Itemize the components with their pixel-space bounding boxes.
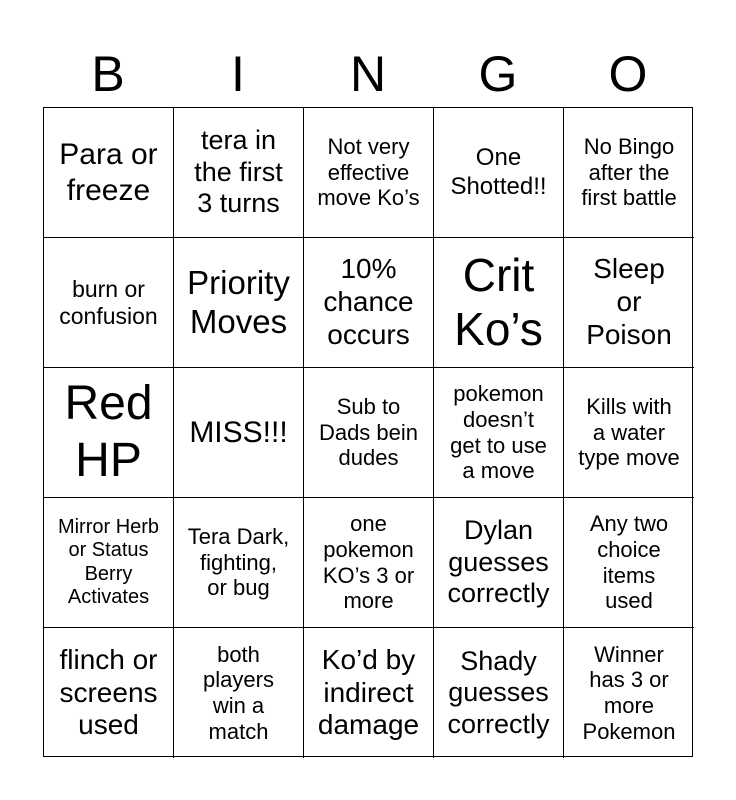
header-letter-g: G [478,46,518,102]
bingo-cell[interactable]: both players win a match [174,628,304,758]
bingo-cell[interactable]: Winner has 3 or more Pokemon [582,641,676,744]
header-letter-n: N [349,46,387,102]
bingo-cell[interactable]: Sleep or Poison [564,238,694,368]
bingo-cell[interactable]: burn or confusion [44,238,174,368]
bingo-cell[interactable]: Crit Ko’s [434,238,564,368]
bingo-cell[interactable]: One Shotted!! [434,108,564,238]
bingo-cell[interactable]: Dylan guesses correctly [434,498,564,628]
bingo-cell[interactable]: MISS!!! [174,368,304,498]
bingo-header [43,44,693,104]
bingo-grid [43,107,693,757]
bingo-cell[interactable]: Any two choice items used [564,498,694,628]
bingo-cell[interactable]: Ko’d by indirect damage [304,628,434,758]
bingo-cell[interactable]: flinch or screens used [44,628,174,758]
bingo-cell[interactable]: one pokemon KO’s 3 or more [304,498,434,628]
bingo-cell[interactable]: No Bingo after the first battle [564,108,694,238]
bingo-cell[interactable]: Red HP [44,368,174,498]
bingo-cell[interactable]: tera in the first 3 turns [174,108,304,238]
header-letter-b: B [91,46,125,102]
header-letter-o: O [608,46,648,102]
bingo-cell[interactable]: pokemon doesn’t get to use a move [434,368,564,498]
bingo-cell[interactable]: 10% chance occurs [304,238,434,368]
bingo-cell[interactable]: Tera Dark, fighting, or bug [174,498,304,628]
bingo-cell[interactable]: Para or freeze [44,108,174,238]
bingo-cell[interactable]: Kills with a water type move [564,368,694,498]
bingo-cell[interactable]: Shady guesses correctly [434,628,564,758]
bingo-cell[interactable]: Mirror Herb or Status Berry Activates [44,498,174,628]
bingo-cell[interactable]: Sub to Dads bein dudes [304,368,434,498]
bingo-cell[interactable]: Priority Moves [174,238,304,368]
bingo-cell[interactable]: Not very effective move Ko’s [304,108,434,238]
header-letter-i: I [231,46,245,102]
